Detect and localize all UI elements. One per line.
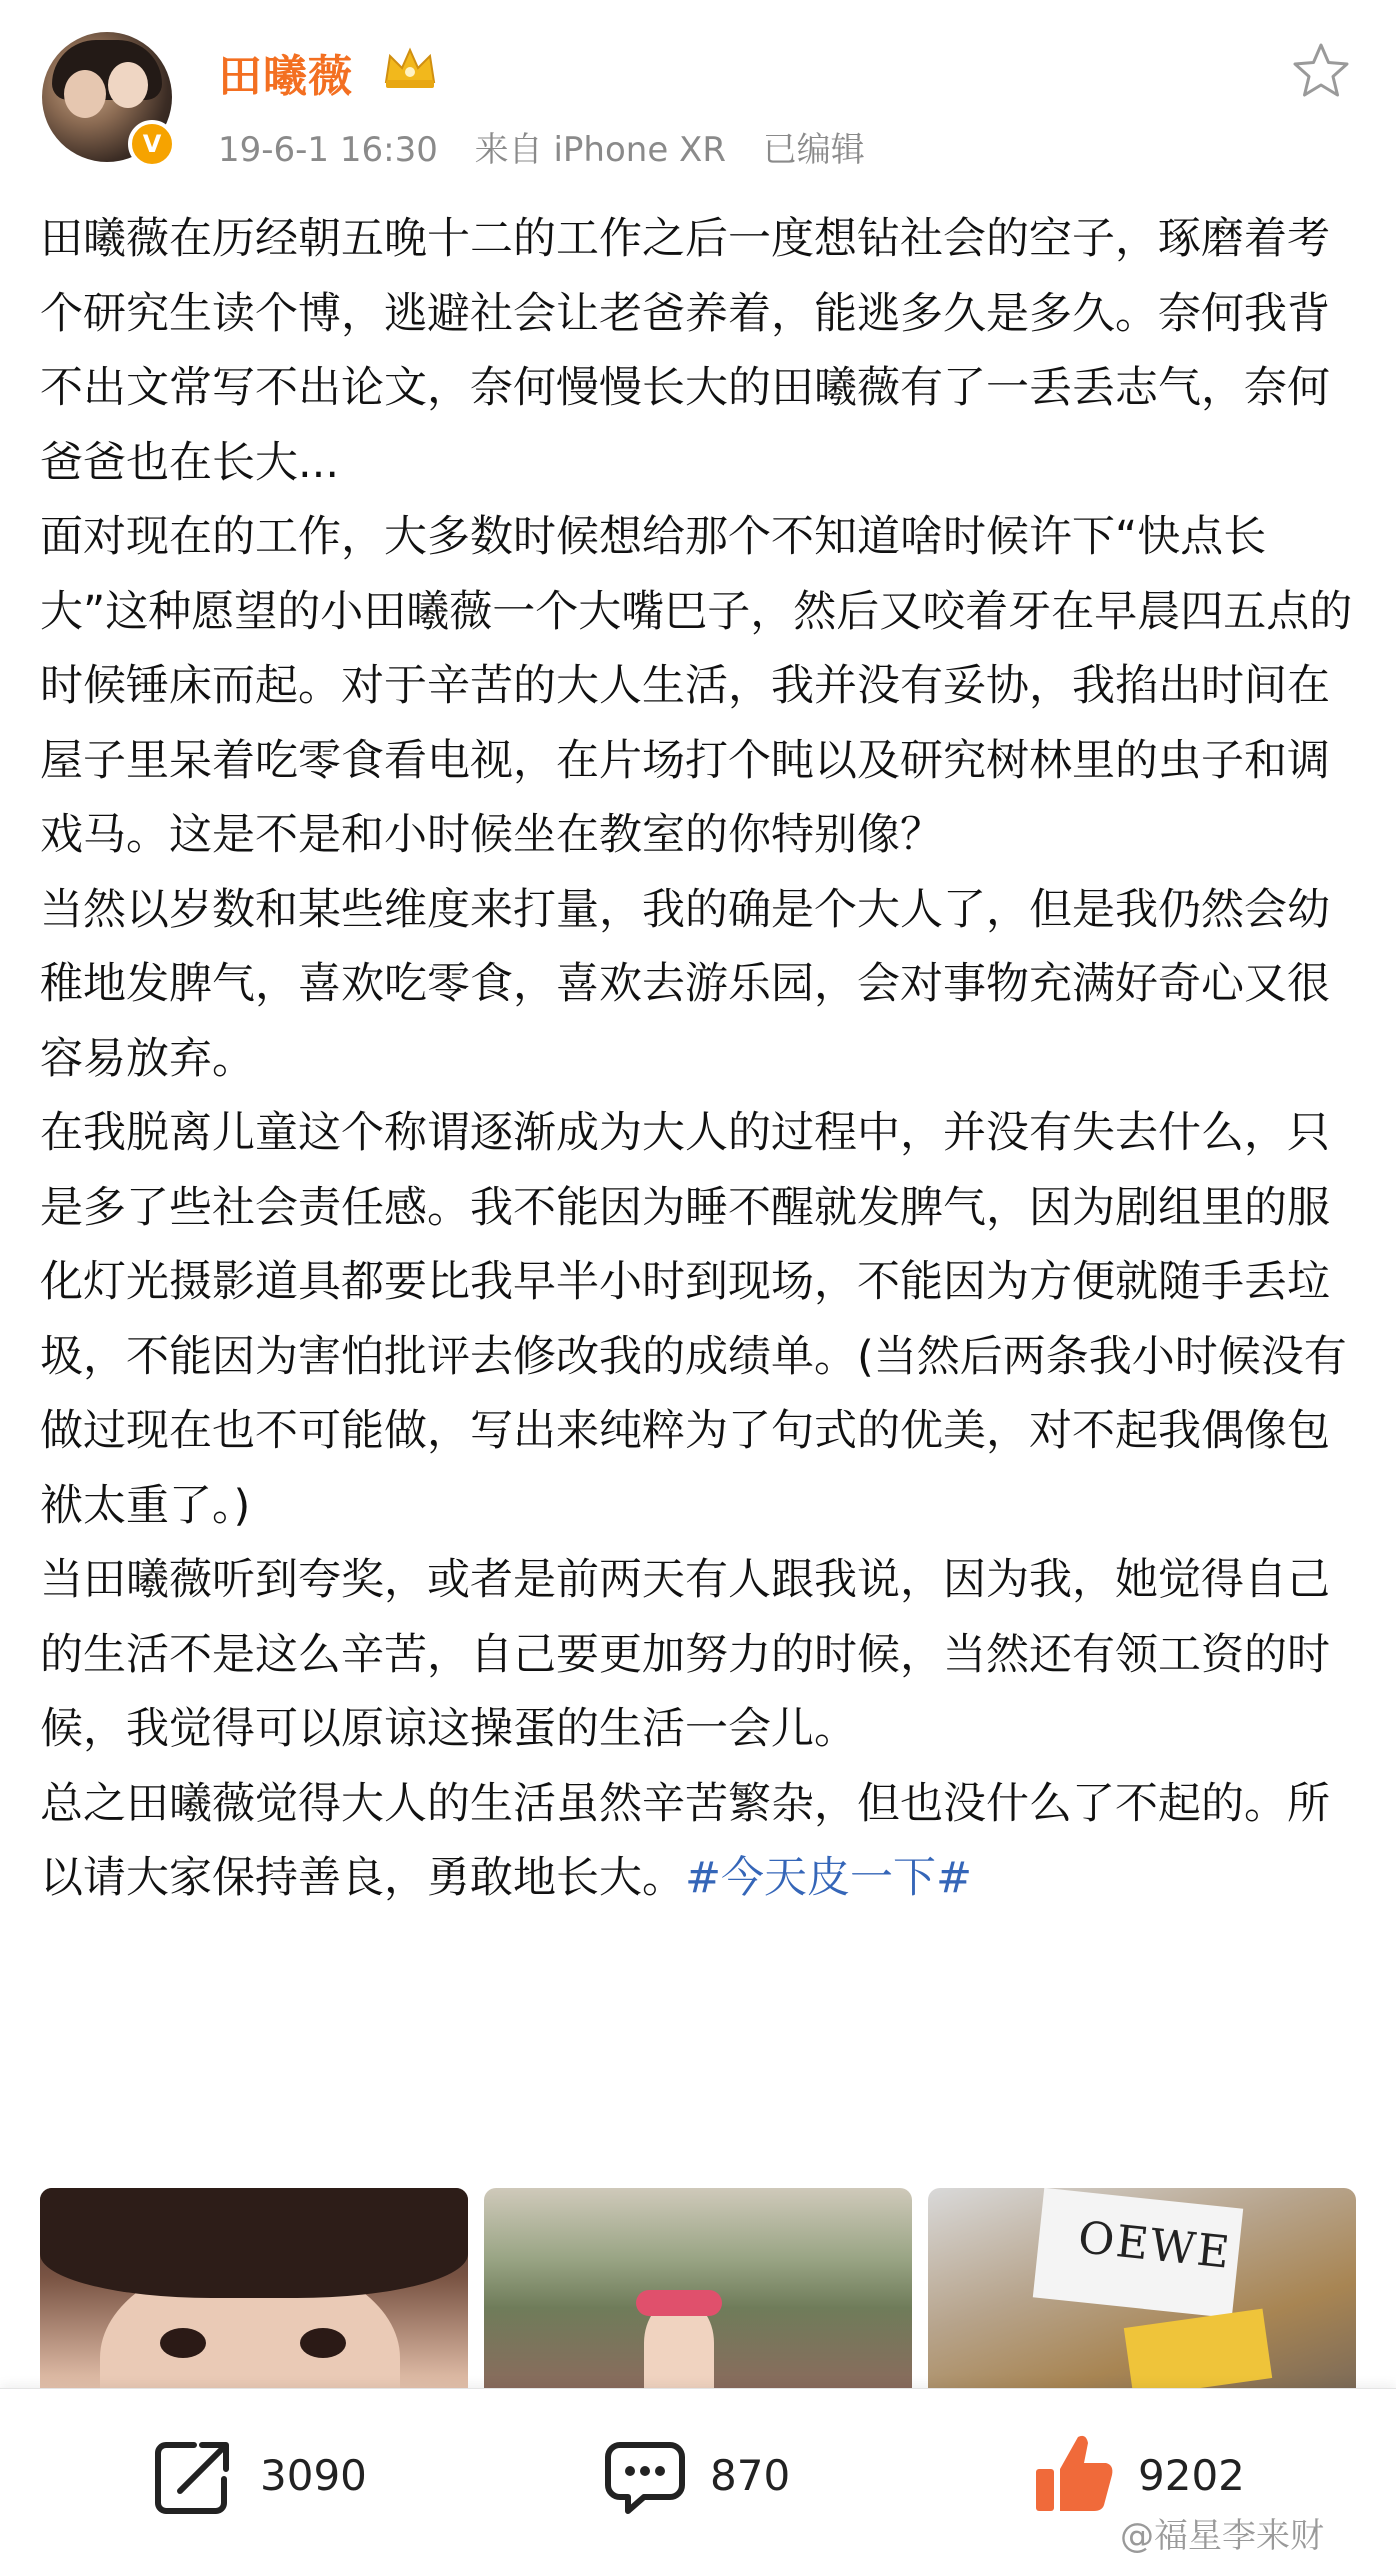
post-paragraph: 在我脱离儿童这个称谓逐渐成为大人的过程中，并没有失去什么，只是多了些社会责任感。我不能因为睡不醒就发脾气，因为剧组里的服化灯光摄影道具都要比我早半小时到现场，不能因为方便就随手丢垃圾，不能因为害怕批评去修改我的成绩单。(当然后两条我小时候没有做过现在也不可能做，写出来纯粹为了句式的优美，对不起我偶像包袱太重了。) bbox=[40, 1108, 1347, 1531]
post-paragraph: 面对现在的工作，大多数时候想给那个不知道啥时候许下“快点长大”这种愿望的小田曦薇一个大嘴巴子，然后又咬着牙在早晨四五点的时候锤床而起。对于辛苦的大人生活，我并没有妥协，我掐出时间在屋子里呆着吃零食看电视，在片场打个盹以及研究树林里的虫子和调戏马。这是不是和小时候坐在教室的你特别像？ bbox=[40, 512, 1353, 860]
like-icon bbox=[1028, 2429, 1118, 2519]
last-paragraph-text: 总之田曦薇觉得大人的生活虽然辛苦繁杂，但也没什么了不起的。所以请大家保持善良，勇敢地长大。 bbox=[40, 1778, 1330, 1903]
username[interactable]: 田曦薇 bbox=[218, 51, 353, 102]
like-count: 9202 bbox=[1138, 2451, 1245, 2500]
post-paragraph: 当田曦薇听到夸奖，或者是前两天有人跟我说，因为我，她觉得自己的生活不是这么辛苦，自己要更加努力的时候，当然还有领工资的时候，我觉得可以原谅这操蛋的生活一会儿。 bbox=[40, 1555, 1330, 1754]
post-body bbox=[40, 202, 1360, 1916]
post-timestamp: 19-6-1 16:30 bbox=[218, 130, 438, 170]
photo-2[interactable] bbox=[484, 2188, 912, 2388]
comment-count: 870 bbox=[710, 2451, 791, 2500]
post-meta bbox=[218, 122, 891, 171]
post-source[interactable]: 来自 iPhone XR bbox=[474, 130, 726, 170]
comment-icon bbox=[600, 2433, 690, 2519]
photo-grid bbox=[40, 2188, 1356, 2388]
crown-icon bbox=[380, 42, 440, 92]
repost-count: 3090 bbox=[260, 2451, 367, 2500]
verified-badge-icon: V bbox=[128, 120, 176, 168]
hashtag-link[interactable]: #今天皮一下# bbox=[685, 1853, 973, 1903]
photo-3[interactable] bbox=[928, 2188, 1356, 2388]
post-paragraph: 当然以岁数和某些维度来打量，我的确是个大人了，但是我仍然会幼稚地发脾气，喜欢吃零食，喜欢去游乐园，会对事物充满好奇心又很容易放弃。 bbox=[40, 884, 1330, 1084]
post-paragraph-last bbox=[40, 1767, 1360, 1916]
photo-3-box-text: OEWE bbox=[1075, 2212, 1234, 2279]
post-paragraph: 田曦薇在历经朝五晚十二的工作之后一度想钻社会的空子，琢磨着考个研究生读个博，逃避社会让老爸养着，能逃多久是多久。奈何我背不出文常写不出论文，奈何慢慢长大的田曦薇有了一丢丢志气，奈何爸爸也在长大... bbox=[40, 214, 1330, 488]
post-header bbox=[0, 0, 1396, 190]
photo-1[interactable] bbox=[40, 2188, 468, 2388]
repost-icon bbox=[150, 2433, 236, 2519]
watermark: @福星李来财 bbox=[1120, 2516, 1324, 2556]
star-icon[interactable] bbox=[1290, 40, 1352, 102]
edited-label[interactable]: 已编辑 bbox=[762, 130, 865, 170]
